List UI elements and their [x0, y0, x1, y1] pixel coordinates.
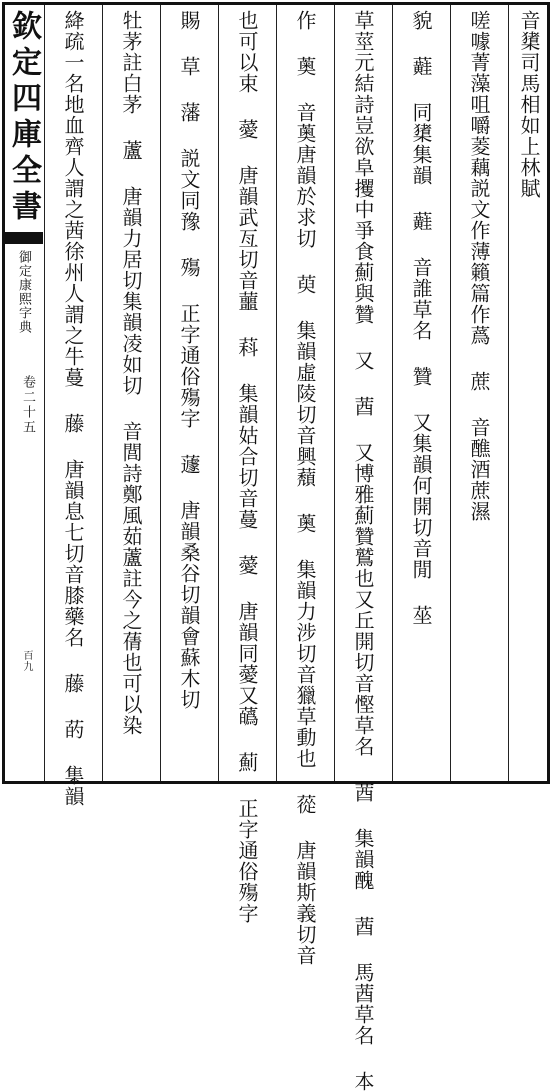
- text-column: 也可以束 薆 唐韻武亙切音蘁 萪 集韻姑合切音蔓 薆 唐韻同薆又蘤 薊 正字通俗殤字: [235, 10, 259, 924]
- text-column: 嗟噱菁藻咀嚼菱藕説文作薄籟篇作蔿 蔗 音醮酒蔗濕: [467, 10, 491, 522]
- text-column: 牡茅註白茅 蘆 唐韻力居切集韻凌如切 音閭詩鄭風茹蘆註今之蒨也可以染: [119, 10, 143, 736]
- sidebar-band-marker: [4, 232, 43, 244]
- sidebar-page-number: 百九: [21, 650, 32, 672]
- sidebar-volume: 卷二十五: [20, 375, 35, 435]
- text-column: 草莖元結詩豈欲阜攫中爭食薊與贊 又 莤 又博雅薊贊鷲也又丘開切音慳草名 莤 集韻醜 莤 馬莤草名 本: [351, 10, 375, 1092]
- text-column: 絳疏一名地血齊人謂之茜徐州人謂之牛蔓 藤 唐韻息七切音膝藥名 藤 菂 集韻: [61, 10, 85, 807]
- text-column: 賜 草 藩 説文同豫 殤 正字通俗殤字 蘧 唐韻桑谷切韻會蘇木切: [177, 10, 201, 710]
- book-title: [6, 10, 41, 226]
- text-column: 作 薁 音薁唐韻於求切 萸 集韻虛陵切音興蘈 薁 集韻力涉切音獵草動也 蓯 唐韻斯義切音: [293, 10, 317, 966]
- text-column: 貌 蘳 同橥集韻 蘳 音誰草名 贊 又集韻何開切音閒 莝: [409, 10, 433, 626]
- book-title-text: 欽定四庫全書: [6, 10, 41, 226]
- sidebar-book-name: 御定康熙字典: [16, 250, 31, 334]
- text-column: 音橥司馬相如上林賦: [517, 10, 541, 199]
